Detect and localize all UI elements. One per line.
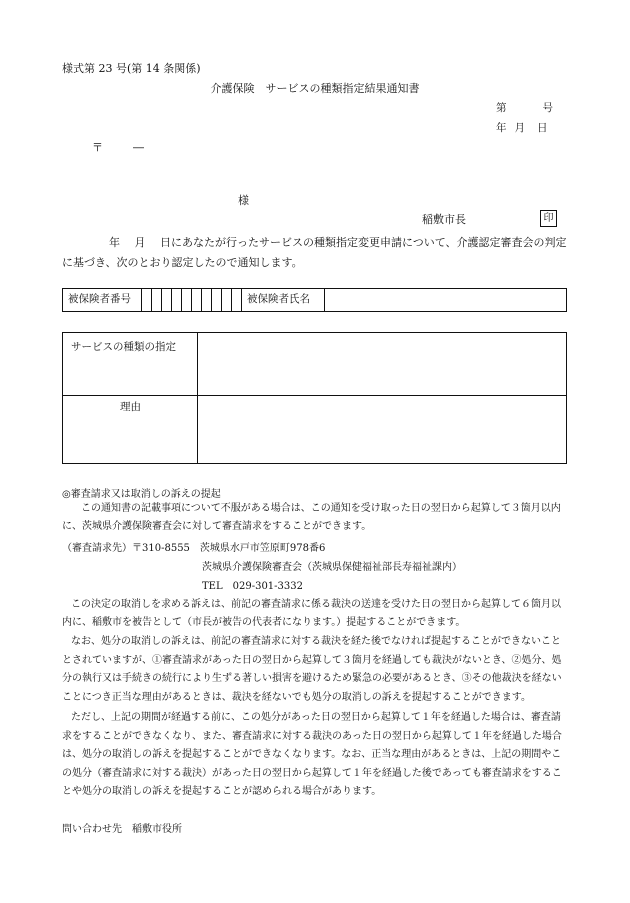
insured-number-digit-box — [212, 289, 222, 311]
reason-label: 理由 — [120, 401, 141, 413]
appeal-paragraph-2: この決定の取消しを求める訴えは、前記の審査請求に係る裁決の送達を受けた日の翌日から起算して６箇月以内に、稲敷市を被告として（市長が被告の代表者になります。）提起することができます。 — [62, 599, 561, 628]
postal-mark: 〒 — [92, 141, 103, 154]
form-number: 様式第 23 号(第 14 条関係) — [62, 62, 201, 75]
insured-number-digit-box — [222, 289, 232, 311]
number-dai: 第 — [496, 102, 507, 114]
insured-number-digit-box — [202, 289, 212, 311]
insured-number-digit-box — [142, 289, 152, 311]
footer-contact: 問い合わせ先 稲敷市役所 — [62, 824, 182, 835]
insured-number-digit-box — [152, 289, 162, 311]
postal-dash: ― — [133, 141, 144, 154]
appeal-contact-address: （審査請求先）〒310-8555 茨城県水戸市笠原町978番6 — [62, 543, 326, 554]
date-day: 日 — [537, 122, 548, 134]
appeal-heading: ◎審査請求又は取消しの訴えの提起 — [62, 489, 221, 500]
date-year: 年 — [496, 122, 507, 134]
insured-name-label: 被保険者氏名 — [242, 289, 325, 311]
insured-name-field — [325, 289, 566, 311]
insured-info-table — [62, 288, 567, 312]
seal-mark: 印 — [540, 210, 557, 227]
service-designation-row — [63, 333, 566, 396]
date-month: 月 — [514, 122, 525, 134]
appeal-contact-phone: TEL 029-301-3332 — [202, 581, 303, 592]
insured-number-digit-box — [232, 289, 242, 311]
recipient-honorific: 様 — [238, 194, 249, 207]
insured-number-label: 被保険者番号 — [63, 289, 142, 311]
issue-date-line — [496, 122, 548, 136]
document-title: 介護保険 サービスの種類指定結果通知書 — [210, 82, 420, 95]
appeal-paragraph-1: この通知書の記載事項について不服がある場合は、この通知を受け取った日の翌日から起算して３箇月以内に、茨城県介護保険審査会に対して審査請求をすることができます。 — [62, 503, 561, 532]
reason-row — [63, 395, 566, 463]
service-designation-table — [62, 332, 567, 464]
intro-paragraph: 年 月 日にあなたが行ったサービスの種類指定変更申請について、介護認定審査会の判定に基づき、次のとおり認定したので通知します。 — [62, 236, 567, 269]
insured-number-digit-box — [192, 289, 202, 311]
appeal-paragraph-4: ただし、上記の期間が経過する前に、この処分があった日の翌日から起算して１年を経過した場合は、審査請求をすることができなくなり、また、審査請求に対する裁決のあった日の翌日から起算して１年を経過した場合は、処分の取消しの訴えを提起することができなくなります。なお、正当な理由があるときは、上記の期間やこの処分（審査請求に対する裁決）があった日の翌日から起算して１年を経過した後であっても審査請求をすることや処分の取消しの訴えを提起することが認められる場合があります。 — [62, 712, 562, 797]
appeal-paragraph-3: なお、処分の取消しの訴えは、前記の審査請求に対する裁決を経た後でなければ提起することができないこととされていますが、①審査請求があった日の翌日から起算して３箇月を経過しても裁決がないとき、②処分、処分の執行又は手続きの続行により生ずる著しい損害を避けるため緊急の必要があるとき、③その他裁決を経ないことにつき正当な理由があるときは、裁決を経ないでも処分の取消しの訴えを提起することができます。 — [62, 636, 562, 703]
document-number-line — [496, 102, 553, 116]
number-go: 号 — [542, 102, 553, 114]
insured-number-digit-box — [172, 289, 182, 311]
appeal-contact-office: 茨城県介護保険審査会（茨城県保健福祉部長寿福祉課内） — [202, 562, 462, 573]
issuer-mayor: 稲敷市長 — [422, 213, 466, 226]
insured-number-digit-box — [182, 289, 192, 311]
service-designation-label: サービスの種類の指定 — [71, 341, 176, 353]
insured-number-digit-box — [162, 289, 172, 311]
